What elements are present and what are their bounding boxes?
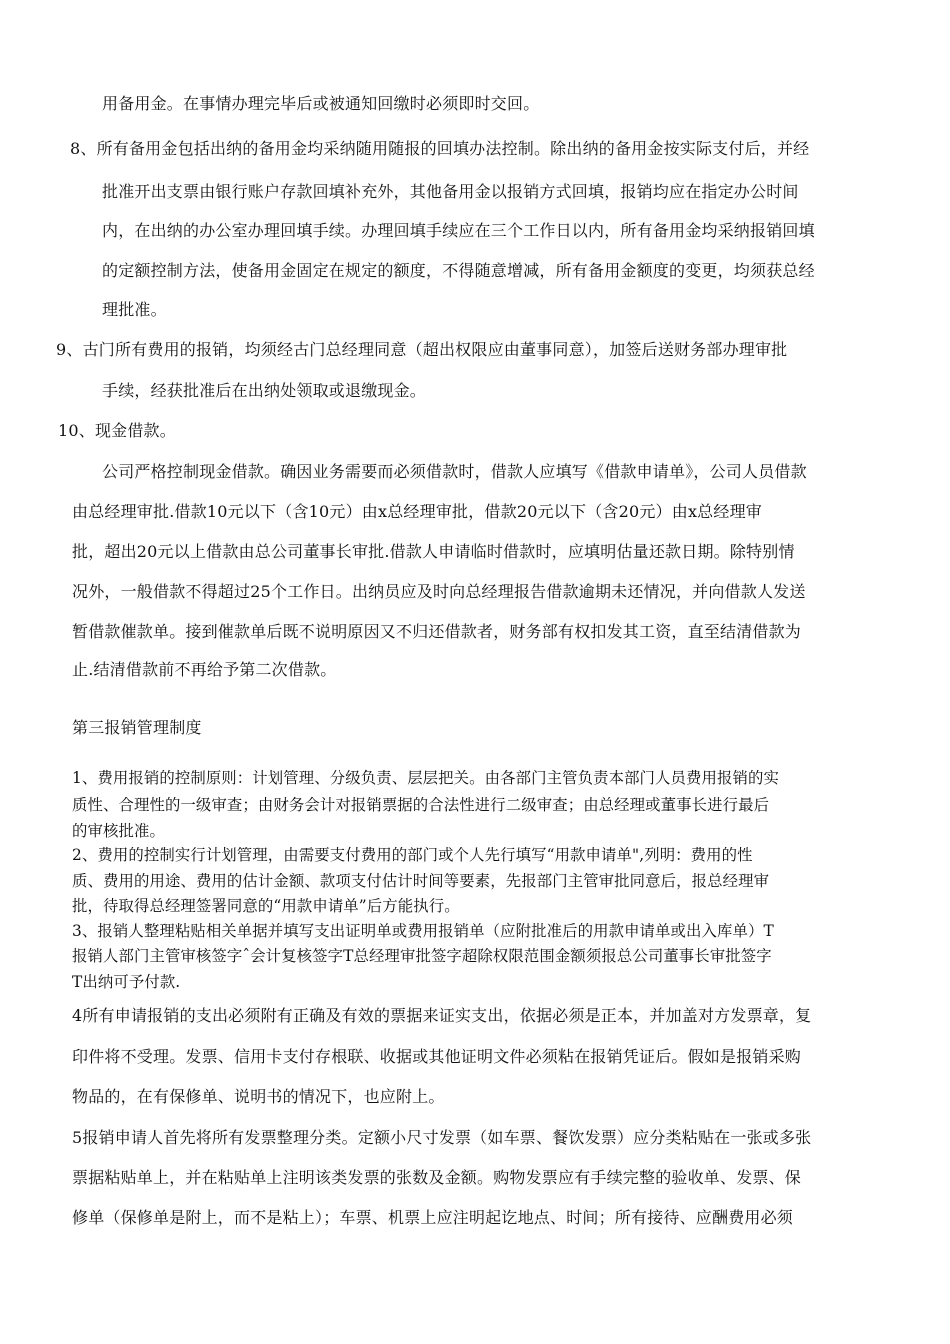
list-item-8-line: 理批准。: [102, 300, 167, 319]
paragraph-line: 1、费用报销的控制原则：计划管理、分级负责、层层把关。由各部门主管负责本部门人员费用报销的实: [72, 769, 779, 787]
paragraph-line: 4所有申请报销的支出必须附有正确及有效的票据来证实支出，依据必须是正本，并加盖对方发票章，复: [72, 1006, 812, 1025]
paragraph-line: 由总经理审批.借款10元以下（含10元）由x总经理审批，借款20元以下（含20元）由x总经理审: [72, 502, 762, 521]
paragraph-line: 质、费用的用途、费用的估计金额、款项支付估计时间等要素，先报部门主管审批同意后，报总经理审: [72, 872, 770, 890]
list-item-8-line: 的定额控制方法，使备用金固定在规定的额度，不得随意增减，所有备用金额度的变更，均须获总经: [102, 261, 815, 280]
paragraph-line: 3、报销人整理粘贴相关单据并填写支出证明单或费用报销单（应附批准后的用款申请单或出入库单）T: [72, 922, 774, 940]
section-heading: 第三报销管理制度: [72, 718, 202, 737]
paragraph-line: 印件将不受理。发票、信用卡支付存根联、收据或其他证明文件必须粘在报销凭证后。假如是报销采购: [72, 1047, 802, 1066]
paragraph-line: 的审核批准。: [72, 822, 165, 840]
paragraph-line: 票据粘贴单上，并在粘贴单上注明该类发票的张数及金额。购物发票应有手续完整的验收单、发票、保: [72, 1168, 802, 1187]
paragraph-line: 公司严格控制现金借款。确因业务需要而必须借款时，借款人应填写《借款申请单》，公司人员借款: [102, 462, 807, 481]
paragraph-line: 物品的，在有保修单、说明书的情况下，也应附上。: [72, 1087, 445, 1106]
list-item-9-line: 9、古门所有费用的报销，均须经古门总经理同意（超出权限应由董事同意），加签后送财务部办理审批: [56, 340, 788, 359]
paragraph-line: 况外，一般借款不得超过25个工作日。出纳员应及时向总经理报告借款逾期未还情况，并向借款人发送: [72, 582, 806, 601]
paragraph-line: 批，超出20元以上借款由总公司董事长审批.借款人申请临时借款时，应填明估量还款日期。除特别情: [72, 542, 795, 561]
paragraph-line: 2、费用的控制实行计划管理，由需要支付费用的部门或个人先行填写“用款申请单",列明：费用的性: [72, 846, 753, 864]
paragraph-line: 批，待取得总经理签署同意的“用款申请单”后方能执行。: [72, 897, 460, 915]
paragraph-line: 暂借款催款单。接到催款单后既不说明原因又不归还借款者，财务部有权扣发其工资，直至结清借款为: [72, 622, 802, 641]
paragraph-line: T出纳可予付款.: [72, 973, 181, 991]
list-item-10-heading: 10、现金借款。: [58, 421, 176, 440]
paragraph-line: 止.结清借款前不再给予第二次借款。: [72, 660, 337, 679]
paragraph-line: 5报销申请人首先将所有发票整理分类。定额小尺寸发票（如车票、餐饮发票）应分类粘贴在一张或多张: [72, 1128, 812, 1147]
paragraph-line: 质性、合理性的一级审查；由财务会计对报销票据的合法性进行二级审查；由总经理或董事长进行最后: [72, 796, 770, 814]
list-item-8-line: 8、所有备用金包括出纳的备用金均采纳随用随报的回填办法控制。除出纳的备用金按实际支付后，并经: [70, 139, 810, 158]
list-item-9-line: 手续，经获批准后在出纳处领取或退缴现金。: [102, 381, 427, 400]
paragraph-line: 修单（保修单是附上，而不是粘上）；车票、机票上应注明起讫地点、时间；所有接待、应酬费用必须: [72, 1208, 794, 1227]
paragraph-line: 报销人部门主管审核签字ˆ会计复核签字T总经理审批签字超除权限范围金额须报总公司董事长审批签字: [72, 947, 772, 965]
list-item-8-line: 内，在出纳的办公室办理回填手续。办理回填手续应在三个工作日以内，所有备用金均采纳报销回填: [102, 221, 815, 240]
paragraph-line: 用备用金。在事情办理完毕后或被通知回缴时必须即时交回。: [102, 94, 540, 113]
list-item-8-line: 批准开出支票由银行账户存款回填补充外，其他备用金以报销方式回填，报销均应在指定办公时间: [102, 182, 799, 201]
